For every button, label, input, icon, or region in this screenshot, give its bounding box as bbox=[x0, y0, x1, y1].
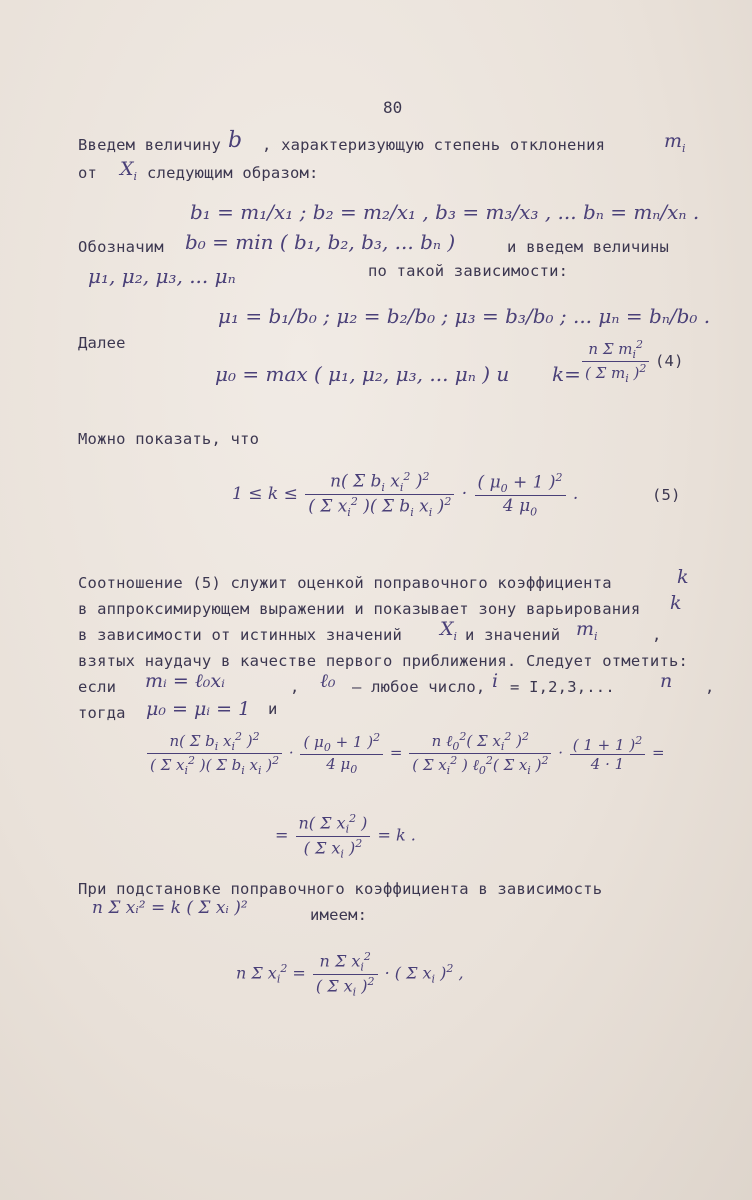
formula-k-fraction: $\frac{n \Sigma m_i^2}{( \Sigma m_i )^2}$ bbox=[580, 338, 651, 385]
text-line-2b: следующим образом: bbox=[147, 164, 319, 182]
formula-b0: b₀ = min ( b₁, b₂, b₃, ... bₙ ) bbox=[185, 230, 456, 254]
text-paragraph-7: При подстановке поправочного коэффициента в зависимость bbox=[78, 880, 603, 898]
text-paragraph-6a: тогда bbox=[78, 704, 126, 722]
symbol-xi-p3: $X_i$ bbox=[440, 618, 458, 643]
text-paragraph-3c: , bbox=[652, 626, 662, 644]
text-paragraph-8: имеем: bbox=[310, 906, 368, 924]
text-paragraph-1: Соотношение (5) служит оценкой поправочного коэффициента bbox=[78, 574, 612, 592]
symbol-xi: $X_i$ bbox=[120, 158, 138, 183]
text-paragraph-3a: в зависимости от истинных значений bbox=[78, 626, 403, 644]
symbol-mi: $m_i$ bbox=[664, 130, 686, 155]
text-line-2a: от bbox=[78, 164, 98, 182]
formula-b-definitions: b₁ = m₁/x₁ ; b₂ = m₂/x₁ , b₃ = m₃/x₃ , ... bₙ = mₙ/xₙ . bbox=[190, 200, 700, 224]
text-paragraph-3b: и значений bbox=[465, 626, 561, 644]
symbol-k-p1: k bbox=[677, 566, 689, 588]
formula-mi-eq-l0xi: mᵢ = ℓ₀xᵢ bbox=[145, 670, 225, 692]
symbol-n: n bbox=[660, 670, 673, 692]
eq5-label: (5) bbox=[652, 486, 681, 504]
symbol-l0: ℓ₀ bbox=[320, 670, 336, 692]
formula-substitution: $\frac{n( \Sigma b_i x_i^2 )^2}{( \Sigma x_i^2 )( \Sigma b_i x_i )^2}$ · $\frac{( \mu_0 + 1 )^2}{4 \mu_0}$ = $\frac{n \ell_0^2( \Sigma x_i^2 )^2}{( \Sigma x_i^2 ) \ell_0^2( \Sigma x_i )^2}$ · $\frac{( 1 + 1 )^2}{4 \cdot 1}$ = bbox=[145, 730, 665, 777]
text-line-6: Можно показать, что bbox=[78, 430, 260, 448]
eq4-label: (4) bbox=[655, 352, 684, 370]
symbol-k-p2: k bbox=[670, 592, 682, 614]
symbol-mi-p3: $m_i$ bbox=[576, 618, 598, 643]
formula-final: n Σ $x_i^2$ = $\frac{n \Sigma x_i^2}{( \Sigma x_i )^2}$ · ( Σ $x_i$ )$^2$ , bbox=[236, 950, 464, 999]
formula-mu-list: μ₁, μ₂, μ₃, ... μₙ bbox=[88, 264, 236, 288]
symbol-b: b bbox=[228, 128, 243, 153]
text-paragraph-4: взятых наудачу в качестве первого приближения. Следует отметить: bbox=[78, 652, 689, 670]
formula-dependency: n Σ xᵢ² = k ( Σ xᵢ )² bbox=[92, 898, 248, 918]
text-line-4: по такой зависимости: bbox=[368, 262, 569, 280]
text-paragraph-5c: – любое число, bbox=[352, 678, 486, 696]
text-line-3: Обозначим bbox=[78, 238, 164, 256]
text-paragraph-2: в аппроксимирующем выражении и показывает зону варьирования bbox=[78, 600, 641, 618]
text-paragraph-6b: и bbox=[268, 700, 278, 718]
symbol-i: i bbox=[492, 670, 499, 692]
text-line-5: Далее bbox=[78, 334, 126, 352]
text-line-1: Введем величину bbox=[78, 136, 221, 154]
text-paragraph-5d: = I,2,3,... bbox=[510, 678, 615, 696]
formula-substitution-result: = $\frac{n( \Sigma x_i^2 )}{( \Sigma x_i )^2}$ = k . bbox=[275, 812, 416, 861]
text-line-1b: , характеризующую степень отклонения bbox=[262, 136, 606, 154]
formula-mu-definitions: μ₁ = b₁/b₀ ; μ₂ = b₂/b₀ ; μ₃ = b₃/b₀ ; ... μₙ = bₙ/b₀ . bbox=[218, 304, 711, 328]
formula-mu0: μ₀ = max ( μ₁, μ₂, μ₃, ... μₙ ) и bbox=[215, 362, 510, 386]
page-number: 80 bbox=[383, 98, 403, 117]
text-paragraph-5b: , bbox=[290, 678, 300, 696]
text-line-3b: и введем величины bbox=[507, 238, 670, 256]
symbol-k-eq4: k= bbox=[552, 362, 581, 386]
formula-mu0-eq-1: μ₀ = μᵢ = 1 bbox=[146, 698, 251, 720]
text-paragraph-5a: если bbox=[78, 678, 117, 696]
text-paragraph-5e: , bbox=[705, 678, 715, 696]
formula-inequality-5: 1 ≤ k ≤ $\frac{n( \Sigma b_i x_i^2 )^2}{( \Sigma x_i^2 )( \Sigma b_i x_i )^2}$ · $\frac{( \mu_0 + 1 )^2}{4 \mu_0}$ . bbox=[232, 470, 579, 520]
